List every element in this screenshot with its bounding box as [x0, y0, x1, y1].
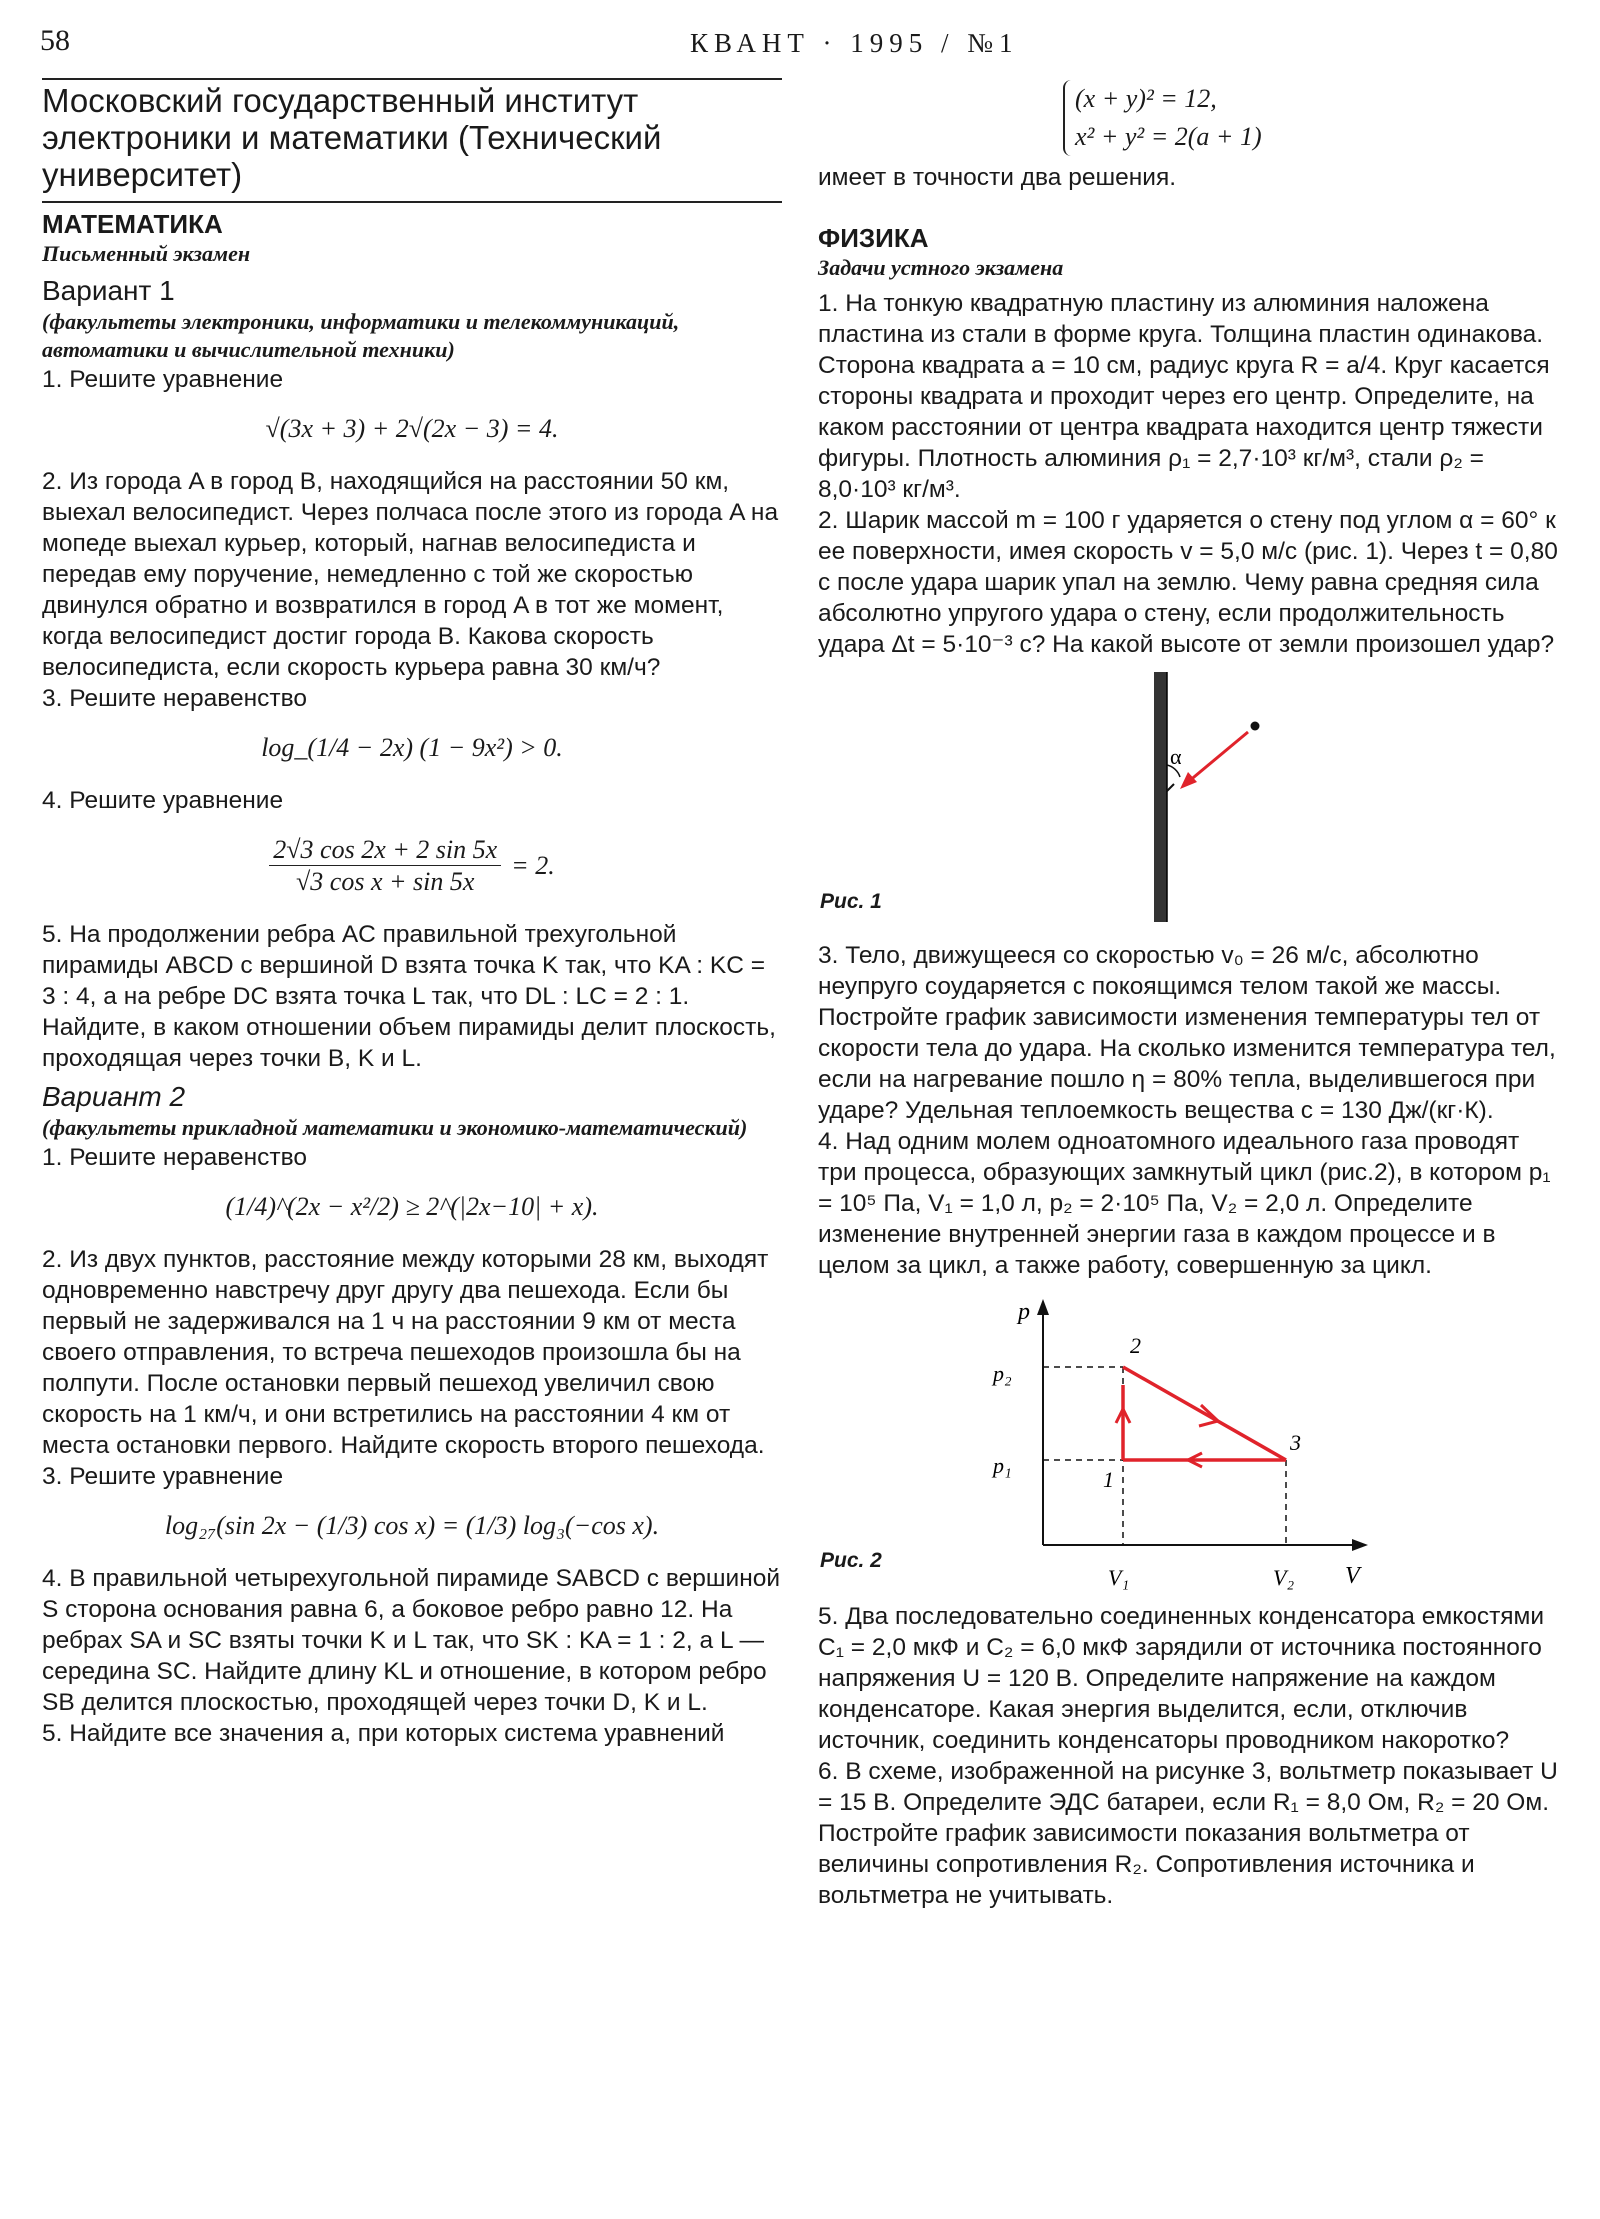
- physics-q2: 2. Шарик массой m = 100 г ударяется о стену под углом α = 60° к ее поверхности, имея скорость v = 5,0 м/с (рис. 1). Через t = 0,80 с после удара шарик упал на землю. Чему равна средняя сила абсолютно упругого удара о стену, если продолжительность удара Δt = 5·10⁻³ с? На какой высоте от земли произошел удар?: [818, 507, 1558, 658]
- point-1-label: 1: [1103, 1467, 1114, 1492]
- ball: [1251, 722, 1260, 731]
- physics-q5: 5. Два последовательно соединенных конденсатора емкостями C₁ = 2,0 мкФ и C₂ = 6,0 мкФ зарядили от источника постоянного напряжения U = 120 В. Определите напряжение на каждом конденсаторе. Какая энергия выделится, если, отключив источник, соединить конденсаторы проводником накоротко?: [818, 1603, 1545, 1754]
- v1-problem-1: 1. Решите уравнение: [42, 366, 284, 393]
- figure-1-caption: Рис. 1: [820, 890, 882, 913]
- left-column: [42, 78, 782, 1749]
- v2-problem-5: 5. Найдите все значения a, при которых система уравнений: [42, 1720, 725, 1747]
- v1-formula-4: [42, 834, 782, 897]
- label-v2: V₂: [1273, 1565, 1295, 1590]
- wall: [1154, 672, 1167, 922]
- physics-q1: 1. На тонкую квадратную пластину из алюминия наложена пластина из стали в форме круга. Толщина пластин одинакова. Сторона квадрата a = 10 см, радиус круга R = a/4. Круг касается стороны квадрата и проходит через его центр. Определите, на каком расстоянии от центра квадрата находится центр тяжести фигуры. Плотность алюминия ρ₁ = 2,7·10³ кг/м³, стали ρ₂ = 8,0·10³ кг/м³.: [818, 290, 1550, 503]
- v1-formula-3: log_(1/4 − 2x) (1 − 9x²) > 0.: [261, 733, 563, 762]
- math-exam-type: Письменный экзамен: [42, 241, 251, 266]
- system-eq-2: x² + y² = 2(a + 1): [1075, 122, 1262, 151]
- axis-v-label: V: [1345, 1563, 1360, 1589]
- physics-q4: 4. Над одним молем одноатомного идеального газа проводят три процесса, образующих замкнутый цикл (рис.2), в котором p₁ = 10⁵ Па, V₁ = 1,0 л, p₂ = 2·10⁵ Па, V₂ = 2,0 л. Определите изменение внутренней энергии газа в каждом процессе и в целом за цикл, а также работу, совершенную за цикл.: [818, 1128, 1551, 1279]
- physics-q6: 6. В схеме, изображенной на рисунке 3, вольтметр показывает U = 15 В. Определите ЭДС батареи, если R₁ = 8,0 Ом, R₂ = 20 Ом. Постройте график зависимости показания вольтметра от величины сопротивления R₂. Сопротивления источника и вольтметра не учитывать.: [818, 1758, 1558, 1909]
- v1-problem-5: 5. На продолжении ребра AC правильной трехугольной пирамиды ABCD с вершиной D взята точка K так, что KA : KC = 3 : 4, а на ребре DC взята точка L так, что DL : LC = 2 : 1. Найдите, в каком отношении объем пирамиды делит плоскость, проходящая через точки B, K и L.: [42, 921, 776, 1072]
- v2-problem-5-end: имеет в точности два решения.: [818, 164, 1177, 191]
- figure-1-drawing: [818, 660, 1558, 930]
- bottom-rule: [42, 201, 782, 203]
- v2-problem-2: 2. Из двух пунктов, расстояние между которыми 28 км, выходят одновременно навстречу друг другу два пешехода. Если бы первый не задерживался на 1 ч на расстоянии 9 км от места своего отправления, то встреча пешеходов произошла бы на полпути. После остановки первый пешеход увеличил свою скорость на 1 км/ч, и они встретились на расстоянии 4 км от места остановки первого. Найдите скорость второго пешехода.: [42, 1246, 769, 1459]
- system-eq-1: (x + y)² = 12,: [1075, 84, 1217, 113]
- page-number: 58: [40, 24, 70, 57]
- system-of-equations: [1063, 80, 1558, 156]
- cycle-path: [1123, 1367, 1286, 1460]
- journal-title: КВАНТ · 1995 / №1: [690, 28, 1019, 58]
- v2-problem-3: 3. Решите уравнение: [42, 1463, 284, 1490]
- point-3-label: 3: [1290, 1430, 1301, 1455]
- variant2-faculties: (факультеты прикладной математики и экономико-математический): [42, 1115, 748, 1140]
- right-column: [818, 80, 1558, 1911]
- variant1-faculties: (факультеты электроники, информатики и телекоммуникаций, автоматики и вычислительной техники): [42, 309, 680, 362]
- v1-problem-4: 4. Решите уравнение: [42, 787, 284, 814]
- axis-p-label: p: [1018, 1299, 1030, 1325]
- label-p1: p₁: [993, 1453, 1012, 1478]
- v1-problem-2: 2. Из города A в город B, находящийся на расстоянии 50 км, выехал велосипедист. Через полчаса после этого из города A на мопеде выехал курьер, который, нагнав велосипедиста и передав ему поручение, немедленно с той же скоростью двинулся обратно и возвратился в город A в тот же момент, когда велосипедист достиг города B. Какова скорость велосипедиста, если скорость курьера равна 30 км/ч?: [42, 468, 779, 681]
- figure-2: [818, 1295, 1558, 1595]
- v2-problem-4: 4. В правильной четырехугольной пирамиде SABCD с вершиной S сторона основания равна 6, а боковое ребро равно 12. На ребрах SA и SC взяты точки K и L так, что SK : KA = 1 : 2, а L — середина SC. Найдите длину KL и отношение, в котором ребро SB делится плоскостью, проходящей через точки D, K и L.: [42, 1565, 781, 1716]
- pv-diagram: [818, 1295, 1558, 1595]
- math-heading: МАТЕМАТИКА: [42, 209, 223, 239]
- v2-problem-1: 1. Решите неравенство: [42, 1144, 307, 1171]
- physics-exam-type: Задачи устного экзамена: [818, 255, 1064, 280]
- institute-title: Московский государственный институт электроники и математики (Технический университет): [42, 82, 662, 193]
- v1-formula-1: √(3x + 3) + 2√(2x − 3) = 4.: [265, 414, 559, 443]
- label-p2: p₂: [993, 1361, 1012, 1386]
- figure-2-caption: Рис. 2: [820, 1549, 882, 1572]
- top-rule: [42, 78, 782, 80]
- v2-formula-3: log₂₇(sin 2x − (1/3) cos x) = (1/3) log₃(−cos x).: [164, 1511, 660, 1540]
- physics-heading: ФИЗИКА: [818, 223, 929, 253]
- page-header: [40, 24, 1560, 64]
- v1-problem-3: 3. Решите неравенство: [42, 685, 307, 712]
- v1-formula-4-rhs: = 2.: [511, 851, 555, 880]
- angle-label: α: [1170, 744, 1182, 769]
- physics-q3: 3. Тело, движущееся со скоростью v₀ = 26 м/с, абсолютно неупруго соударяется с покоящимся телом такой же массы. Постройте график зависимости изменения температуры тел от скорости тела до удара. На сколько изменится температура тел, если на нагревание пошло η = 80% тепла, выделившегося при ударе? Удельная теплоемкость вещества c = 130 Дж/(кг·К).: [818, 942, 1556, 1124]
- variant2-title: Вариант 2: [42, 1081, 186, 1112]
- label-v1: V₁: [1108, 1565, 1130, 1590]
- velocity-arrow: [1188, 732, 1248, 782]
- v1-formula-4-numerator: 2√3 cos 2x + 2 sin 5x: [269, 834, 501, 866]
- point-2-label: 2: [1130, 1333, 1141, 1358]
- v1-formula-4-denominator: √3 cos x + sin 5x: [296, 867, 475, 896]
- v2-formula-1: (1/4)^(2x − x²/2) ≥ 2^(|2x−10| + x).: [225, 1192, 599, 1221]
- variant1-title: Вариант 1: [42, 275, 175, 306]
- figure-1: [818, 660, 1558, 930]
